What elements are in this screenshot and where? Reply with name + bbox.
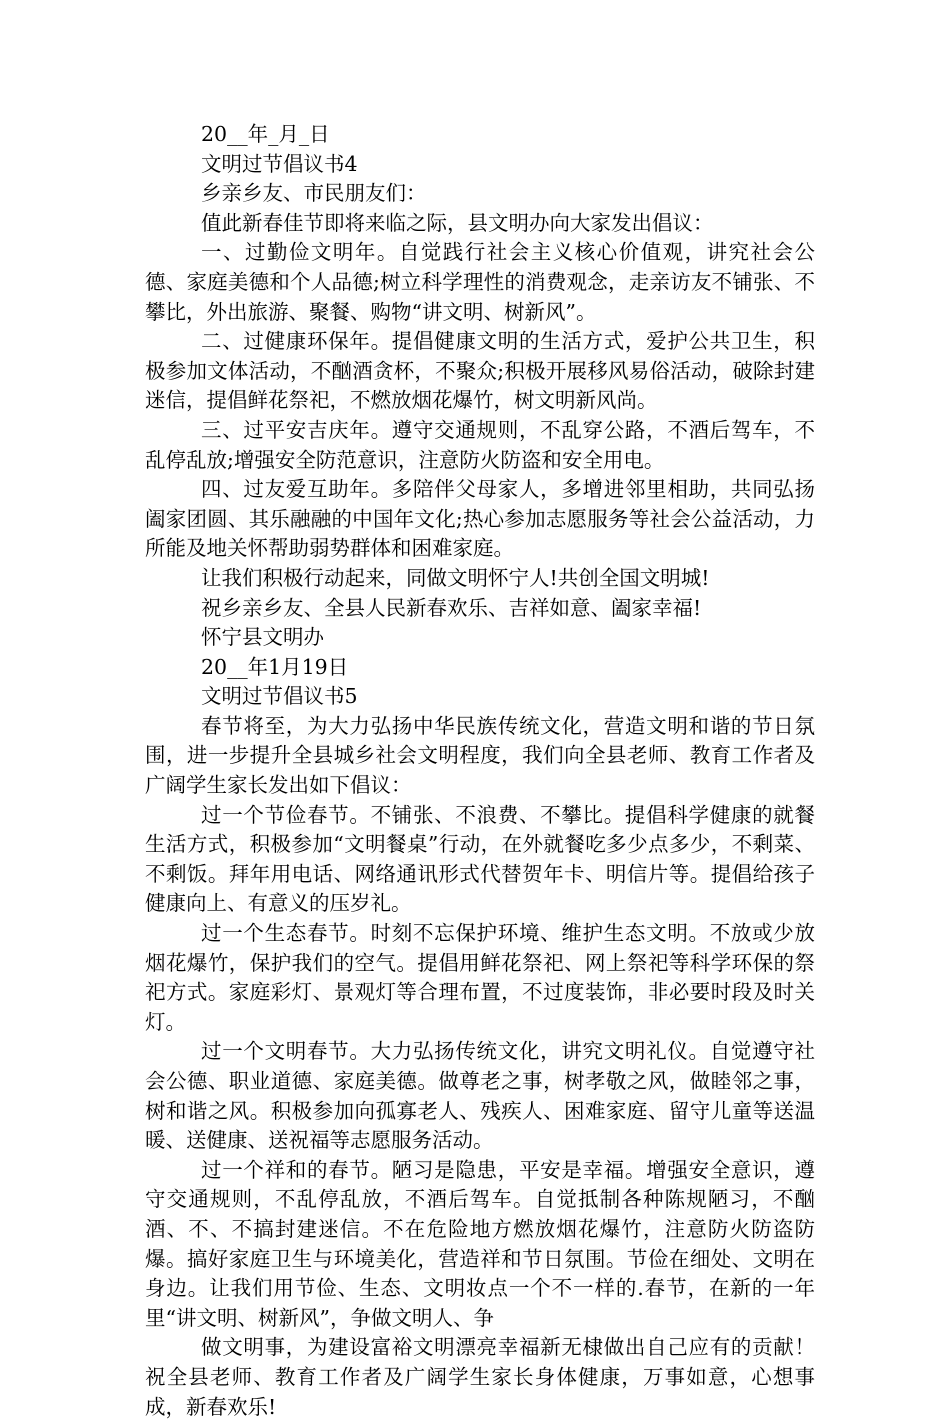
section-title-5: 文明过节倡议书5 bbox=[201, 684, 358, 709]
signature-org: 怀宁县文明办 bbox=[201, 625, 324, 650]
intro-paragraph: 值此新春佳节即将来临之际，县文明办向大家发出倡议： bbox=[201, 210, 714, 235]
item-paragraph-1: 一、过勤俭文明年。自觉践行社会主义核心价值观，讲究社会公德、家庭美德和个人品德;树立科学理性的消费观念，走亲访友不铺张、不攀比，外出旅游、聚餐、购物“讲文明、树新风”。 bbox=[145, 240, 815, 324]
blessing-line: 祝乡亲乡友、全县人民新春欢乐、吉祥如意、阖家幸福! bbox=[201, 595, 702, 620]
closing-paragraph: 做文明事，为建设富裕文明漂亮幸福新无棣做出自己应有的贡献！祝全县老师、教育工作者及广阔学生家长身体健康，万事如意，心想事成，新春欢乐! bbox=[145, 1335, 815, 1419]
item-paragraph-4: 四、过友爱互助年。多陪伴父母家人，多增进邻里相助，共同弘扬阖家团圆、其乐融融的中国年文化;热心参加志愿服务等社会公益活动，力所能及地关怀帮助弱势群体和困难家庭。 bbox=[145, 477, 815, 561]
peaceful-festival-paragraph: 过一个祥和的春节。陋习是隐患，平安是幸福。增强安全意识，遵守交通规则，不乱停乱放，不酒后驾车。自觉抵制各种陈规陋习，不酗酒、不、不搞封建迷信。不在危险地方燃放烟花爆竹，注意防火防盗防爆。搞好家庭卫生与环境美化，营造祥和节日氛围。节俭在细处、文明在身边。让我们用节俭、生态、文明妆点一个不一样的.春节，在新的一年里“讲文明、树新风”，争做文明人、争 bbox=[145, 1157, 815, 1330]
call-to-action: 让我们积极行动起来，同做文明怀宁人!共创全国文明城! bbox=[201, 565, 710, 590]
frugal-festival-paragraph: 过一个节俭春节。不铺张、不浪费、不攀比。提倡科学健康的就餐生活方式，积极参加“文明餐桌”行动，在外就餐吃多少点多少，不剩菜、不剩饭。拜年用电话、网络通讯形式代替贺年卡、明信片等。提倡给孩子健康向上、有意义的压岁礼。 bbox=[145, 802, 815, 916]
item-paragraph-2: 二、过健康环保年。提倡健康文明的生活方式，爱护公共卫生，积极参加文体活动，不酗酒贪杯，不聚众;积极开展移风易俗活动，破除封建迷信，提倡鲜花祭祀，不燃放烟花爆竹，树文明新风尚。 bbox=[145, 329, 815, 413]
section-title-4: 文明过节倡议书4 bbox=[201, 151, 358, 176]
date-line: 20__年_月_日 bbox=[201, 122, 330, 146]
item-paragraph-3: 三、过平安吉庆年。遵守交通规则，不乱穿公路，不酒后驾车，不乱停乱放;增强安全防范意识，注意防火防盗和安全用电。 bbox=[145, 417, 815, 472]
document-page bbox=[145, 120, 815, 1422]
intro-paragraph-5: 春节将至，为大力弘扬中华民族传统文化，营造文明和谐的节日氛围，进一步提升全县城乡社会文明程度，我们向全县老师、教育工作者及广阔学生家长发出如下倡议： bbox=[145, 713, 815, 798]
eco-festival-paragraph: 过一个生态春节。时刻不忘保护环境、维护生态文明。不放或少放烟花爆竹，保护我们的空气。提倡用鲜花祭祀、网上祭祀等科学环保的祭祀方式。家庭彩灯、景观灯等合理布置，不过度装饰，非必要时段及时关灯。 bbox=[145, 921, 815, 1034]
salutation: 乡亲乡友、市民朋友们： bbox=[201, 181, 427, 206]
signature-date: 20__年1月19日 bbox=[201, 654, 349, 679]
civil-festival-paragraph: 过一个文明春节。大力弘扬传统文化，讲究文明礼仪。自觉遵守社会公德、职业道德、家庭美德。做尊老之事，树孝敬之风，做睦邻之事，树和谐之风。积极参加向孤寡老人、残疾人、困难家庭、留守儿童等送温暖、送健康、送祝福等志愿服务活动。 bbox=[145, 1039, 815, 1153]
